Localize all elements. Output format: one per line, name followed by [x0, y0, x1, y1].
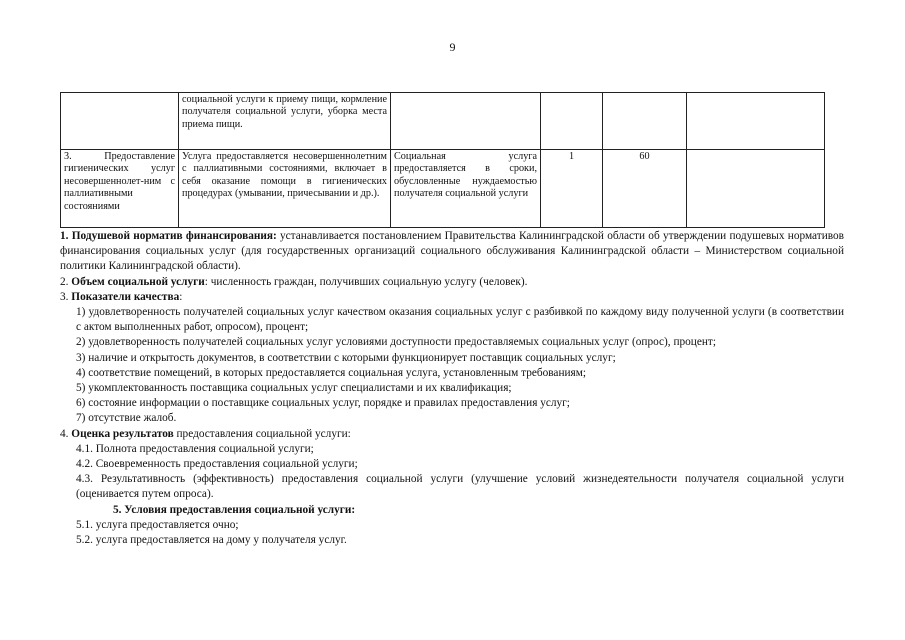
list-item: 6) состояние информации о поставщике социальных услуг, порядке и правилах предоставления услуг;: [76, 397, 570, 410]
list-item: 4) соответствие помещений, в которых предоставляется социальная услуга, установленным требованиям;: [76, 366, 587, 379]
section-heading: Показатели качества: [71, 290, 180, 303]
section-heading: Объем социальной услуги: [71, 275, 205, 288]
service-unit-cell: [541, 93, 603, 150]
section-heading: 1. Подушевой норматив финансирования:: [60, 230, 277, 242]
service-description-cell: Услуга предоставляется несовершеннолетним с паллиативными состояниями, включает в себя оказание помощи в гигиенических процедурах (умывании, причесывании и др.).: [179, 150, 391, 228]
service-unit-cell: 1: [541, 150, 603, 228]
list-item: 5) укомплектованность поставщика социальных услуг специалистами и их квалификация;: [76, 382, 512, 395]
list-item: 1) удовлетворенность получателей социальных услуг качеством оказания социальных услуг с разбивкой по каждому виду полученной услуги (в соответствии с актом выполненных работ, опросом), процент;: [76, 306, 844, 334]
list-item: 3) наличие и открытость документов, в соответствии с которыми функционирует поставщик социальных услуг;: [76, 351, 616, 364]
service-terms-cell: [391, 93, 541, 150]
section-financing: 1. Подушевой норматив финансирования: устанавливается постановлением Правительства Калининградской области об утверждении подушевых нормативов финансирования социальных услуг (для государственных организаций социального обслуживания Калининградской области – Министерством социальной политики Калининградской области).: [60, 230, 844, 273]
service-norm-cell: [603, 93, 687, 150]
list-item: 4.2. Своевременность предоставления социальной услуги;: [76, 458, 358, 471]
service-norm-cell: 60: [603, 150, 687, 228]
service-description-cell: социальной услуги к приему пищи, кормление получателя социальной услуги, уборка места приема пищи.: [179, 93, 391, 150]
service-extra-cell: [687, 93, 825, 150]
list-item: 5.1. услуга предоставляется очно;: [76, 518, 239, 531]
services-table: [60, 92, 825, 228]
list-item: 7) отсутствие жалоб.: [76, 412, 177, 425]
list-item: 2) удовлетворенность получателей социальных услуг условиями доступности предоставляемых социальных услуг (опрос), процент;: [76, 336, 716, 349]
service-description-text: [60, 229, 844, 548]
table-row: [61, 93, 825, 150]
section-volume: 2. Объем социальной услуги: численность граждан, получивших социальную услугу (человек).: [60, 275, 528, 288]
list-item: 4.3. Результативность (эффективность) предоставления социальной услуги (улучшение условий жизнедеятельности получателя социальной услуги (оценивается путем опроса).: [76, 473, 844, 501]
service-terms-cell: Социальная услуга предоставляется в сроки, обусловленные нуждаемостью получателя социальной услуги: [391, 150, 541, 228]
list-item: 5.2. услуга предоставляется на дому у получателя услуг.: [76, 534, 347, 547]
page-number: 9: [449, 40, 456, 54]
table-row: [61, 150, 825, 228]
section-heading: Оценка результатов: [71, 427, 174, 440]
service-name-cell: [61, 93, 179, 150]
section-quality: 3. Показатели качества:: [60, 290, 183, 303]
section-results: 4. Оценка результатов предоставления социальной услуги:: [60, 427, 351, 440]
section-conditions-heading: 5. Условия предоставления социальной услуги:: [113, 503, 356, 516]
list-item: 4.1. Полнота предоставления социальной услуги;: [76, 442, 314, 455]
service-extra-cell: [687, 150, 825, 228]
service-name-cell: 3. Предоставление гигиенических услуг несовершеннолет-ним с паллиативными состояниями: [61, 150, 179, 228]
